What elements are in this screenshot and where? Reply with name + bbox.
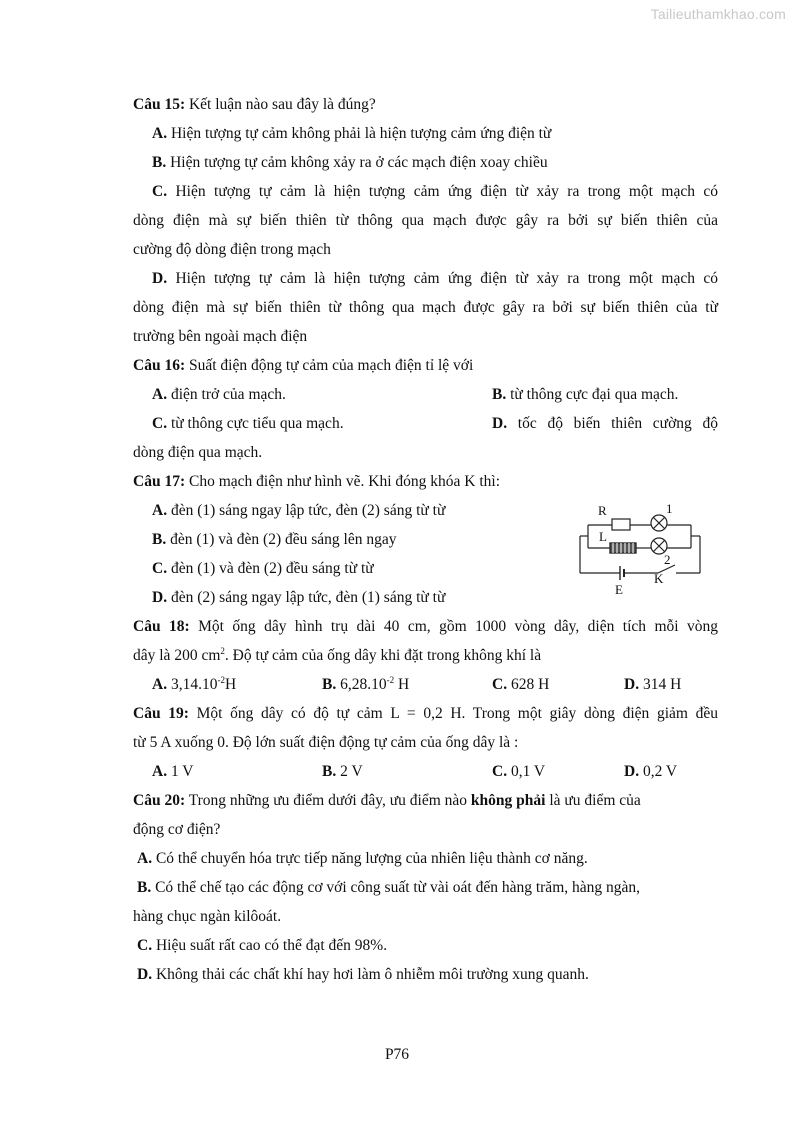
q15-option-c-line3: cường độ dòng điện trong mạch [133, 241, 331, 258]
q17-option-a: A. đèn (1) sáng ngay lập tức, đèn (2) sáng từ từ [152, 502, 446, 519]
q17-option-c: C. đèn (1) và đèn (2) đều sáng từ từ [152, 560, 374, 577]
q16-option-d-line2: dòng điện qua mạch. [133, 444, 263, 461]
q15-option-c: C. Hiện tượng tự cảm là hiện tượng cảm ứng điện từ xảy ra trong một mạch có [152, 183, 718, 200]
q20-option-b-line2: hàng chục ngàn kilôoát. [133, 908, 282, 925]
circuit-diagram [578, 498, 718, 598]
q19-option-b: B. 2 V [322, 763, 363, 780]
q19-option-d: D. 0,2 V [624, 763, 678, 780]
q20-stem: Câu 20: Trong những ưu điểm dưới đây, ưu điểm nào không phải là ưu điểm của [133, 792, 641, 809]
q17-stem: Câu 17: Cho mạch điện như hình vẽ. Khi đóng khóa K thì: [133, 473, 501, 490]
q18-option-b: B. $6,28.10^{-2}$ H [322, 675, 410, 693]
q15-option-d-line2: dòng điện mà sự biến thiên từ thông qua mạch được gây ra bởi sự biến thiên của từ [133, 299, 718, 316]
q15-stem: Câu 15: Kết luận nào sau đây là đúng? [133, 96, 376, 113]
q19-stem-line2: từ 5 A xuống 0. Độ lớn suất điện động tự cảm của ống dây là : [133, 734, 519, 751]
q15-option-b: B. Hiện tượng tự cảm không xảy ra ở các mạch điện xoay chiều [152, 154, 548, 171]
q18-option-c: C. 628 H [492, 676, 550, 693]
q20-option-a: A. Có thể chuyển hóa trực tiếp năng lượng của nhiên liệu thành cơ năng. [137, 850, 588, 867]
q20-stem-line2: động cơ điện? [133, 821, 221, 838]
label-lamp-2: 2 [664, 552, 671, 567]
q20-option-d: D. Không thải các chất khí hay hơi làm ô nhiễm môi trường xung quanh. [137, 966, 589, 983]
q20-option-b: B. Có thể chế tạo các động cơ với công suất từ vài oát đến hàng trăm, hàng ngàn, [137, 879, 641, 896]
q19-option-c: C. 0,1 V [492, 763, 546, 780]
q19-stem: Câu 19: Một ống dây có độ tự cảm L = 0,2 H. Trong một giây dòng điện giảm đều [133, 705, 718, 722]
q20-option-c: C. Hiệu suất rất cao có thể đạt đến 98%. [137, 937, 388, 954]
q18-option-d: D. 314 H [624, 676, 682, 693]
label-switch: K [654, 571, 664, 586]
q16-option-b: B. từ thông cực đại qua mạch. [492, 386, 679, 403]
q16-option-d: D. tốc độ biến thiên cường độ [492, 415, 718, 432]
label-lamp-1: 1 [666, 501, 673, 516]
label-resistor: R [598, 503, 607, 518]
q15-option-a: A. Hiện tượng tự cảm không phải là hiện tượng cảm ứng điện từ [152, 125, 552, 142]
watermark: Tailieuthamkhao.com [650, 6, 786, 22]
q18-option-a: A. $3,14.10^{-2}H$ [152, 675, 237, 693]
label-source: E [615, 582, 623, 597]
q15-option-c-line2: dòng điện mà sự biến thiên từ thông qua mạch được gây ra bởi sự biến thiên của [133, 212, 718, 229]
q16-option-c: C. từ thông cực tiểu qua mạch. [152, 415, 344, 432]
q15-option-d-line3: trường bên ngoài mạch điện [133, 328, 308, 345]
q18-stem-line2: dây là 200 $cm^2$. Độ tự cảm của ống dây khi đặt trong không khí là [133, 646, 542, 664]
page-number: P76 [384, 1046, 410, 1063]
q18-stem: Câu 18: Một ống dây hình trụ dài 40 cm, gồm 1000 vòng dây, diện tích mỗi vòng [133, 618, 718, 635]
q16-stem: Câu 16: Suất điện động tự cảm của mạch điện tỉ lệ với [133, 357, 474, 374]
q17-option-b: B. đèn (1) và đèn (2) đều sáng lên ngay [152, 531, 397, 548]
q15-option-d: D. Hiện tượng tự cảm là hiện tượng cảm ứng điện từ xảy ra trong một mạch có [152, 270, 718, 287]
q16-option-a: A. điện trở của mạch. [152, 386, 286, 403]
q19-option-a: A. 1 V [152, 763, 194, 780]
q17-option-d: D. đèn (2) sáng ngay lập tức, đèn (1) sáng từ từ [152, 589, 446, 606]
label-inductor: L [599, 529, 607, 544]
